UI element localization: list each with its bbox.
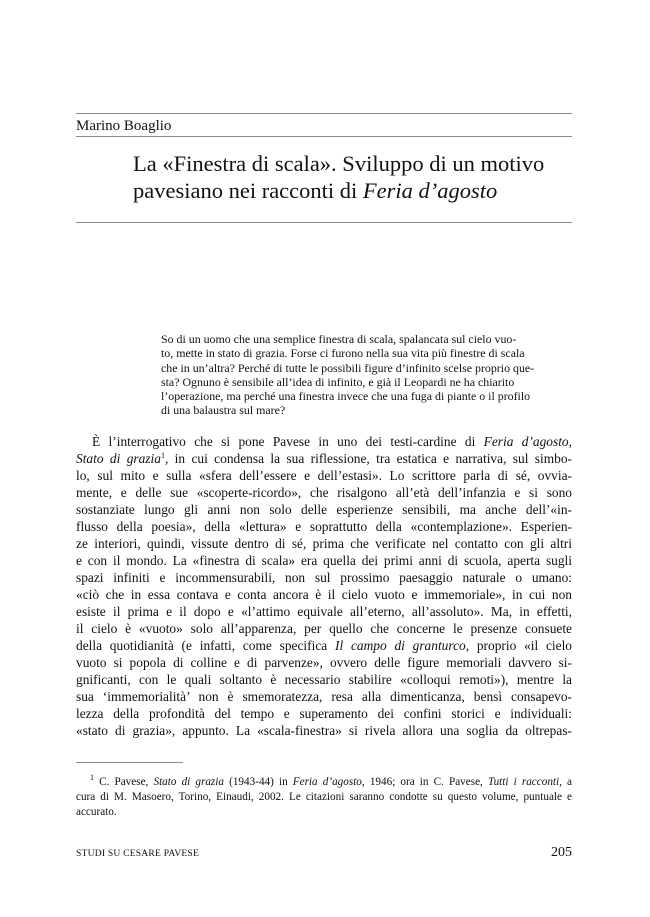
body-line: lo, sul mito e sulla «sfera dell’essere e dell’estasi». Lo scrittore parla di sé, ovvia-	[76, 468, 572, 483]
footnote-marker[interactable]: 1	[160, 451, 165, 460]
body-line	[76, 451, 572, 467]
epigraph-line: So di un uomo che una semplice finestra di scala, spalancata sul cielo vuo-	[161, 332, 517, 346]
footnote-italic: Tutti i racconti	[487, 776, 560, 788]
body-line	[76, 434, 572, 450]
body-line: spazi infiniti e incommensurabili, non sul prossimo paesaggio naturale o umano:	[76, 570, 572, 585]
article-author: Marino Boaglio	[76, 118, 172, 134]
body-span: della quotidianità (e infatti, come specifica	[76, 638, 335, 653]
epigraph-line: di una balaustra sul mare?	[161, 403, 286, 417]
body-span: È l’interrogativo che si pone Pavese in uno dei testi-cardine di	[92, 434, 484, 449]
footnote-line: accurato.	[76, 806, 117, 818]
body-italic: Feria d’agosto	[483, 434, 569, 449]
body-line: flusso della poesia», della «lettura» e soprattutto della «contemplazione». Esperien-	[76, 519, 572, 534]
footnote-line	[76, 775, 572, 789]
page-number: 205	[551, 845, 572, 860]
body-line: «ciò che in essa contava e conta ancora è il cielo vuoto e immemoriale», in cui non	[76, 587, 572, 602]
header-top-rule	[76, 113, 572, 114]
body-line: gnificanti, con le quali soltanto è necessario stabilire «colloqui remoti»), mentre la	[76, 672, 572, 687]
journal-name: STUDI SU CESARE PAVESE	[76, 848, 200, 859]
body-line: ze interiori, quindi, vissute dentro di sé, prima che verificate nel contatto con gli altri	[76, 536, 572, 551]
body-line: lezza della profondità del tempo e superamento dei confini storici e individuali:	[76, 706, 572, 721]
body-span: , in cui condensa la sua riflessione, tra estatica e narrativa, sul simbo-	[164, 451, 572, 466]
title-italic: Feria d’agosto	[362, 178, 498, 203]
body-line: mente, e delle sue «scoperte-ricordo», che risalgono all’età dell’infanzia e si sono	[76, 485, 572, 500]
epigraph-line: l’operazione, ma perché una finestra invece che una fuga di piante o il profilo	[161, 389, 531, 403]
body-line: e con il mondo. La «finestra di scala» era quella dei primi anni di scuola, aperta sugli	[76, 553, 572, 568]
body-span: , proprio «il cielo	[465, 638, 572, 653]
article-title	[133, 150, 563, 204]
body-span: ,	[568, 434, 572, 449]
footnote-line: cura di M. Masoero, Torino, Einaudi, 2002. Le citazioni saranno condotte su questo volume, puntuale e	[76, 791, 572, 803]
epigraph-line: sta? Ognuno è sensibile all’idea di infinito, e già il Leopardi ne ha chiarito	[161, 375, 515, 389]
epigraph-line: che in un’altra? Perché di tutte le possibili figure d’infinito scelse proprio que-	[161, 361, 535, 375]
body-line: esiste il prima e il dopo e «l’attimo equivale all’eterno, all’assoluto». Ma, in effetti,	[76, 604, 572, 619]
body-line: vuoto si popola di colline e di parvenze», ovvero delle figure memoriali davvero si-	[76, 655, 572, 670]
header-bottom-rule	[76, 136, 572, 137]
footnote-rule	[76, 762, 183, 763]
footnote-number: 1	[90, 773, 94, 782]
footnote-italic: Feria d’agosto	[292, 776, 362, 788]
body-line	[76, 638, 572, 654]
epigraph-line: to, mette in stato di grazia. Forse ci furono nella sua vita più finestre di scala	[161, 346, 525, 360]
body-italic: Il campo di granturco	[335, 638, 466, 653]
footnote-span: C. Pavese,	[94, 776, 154, 788]
body-line: «stato di grazia», appunto. La «scala-finestra» si rivela allora una soglia da oltrepas-	[76, 723, 572, 738]
body-line: sostanziate lungo gli anni non solo delle esperienze sensibili, ma anche dell’«in-	[76, 502, 572, 517]
footnote-span: , a	[559, 776, 573, 788]
body-italic: Stato di grazia	[76, 451, 161, 466]
footnote-italic: Stato di grazia	[153, 776, 224, 788]
title-bottom-rule	[76, 222, 572, 223]
body-line: sua ‘immemorialità’ non è smemoratezza, resa alla dimenticanza, bensì consapevo-	[76, 689, 572, 704]
body-line: il cielo è «vuoto» solo all’apparenza, per quello che concerne le presenze consuete	[76, 621, 572, 636]
title-text: La «Finestra di scala». Sviluppo di un motivo pavesiano nei racconti di	[133, 151, 545, 203]
footnote-span: , 1946; ora in C. Pavese,	[361, 776, 488, 788]
footnote-span: (1943-44) in	[224, 776, 293, 788]
